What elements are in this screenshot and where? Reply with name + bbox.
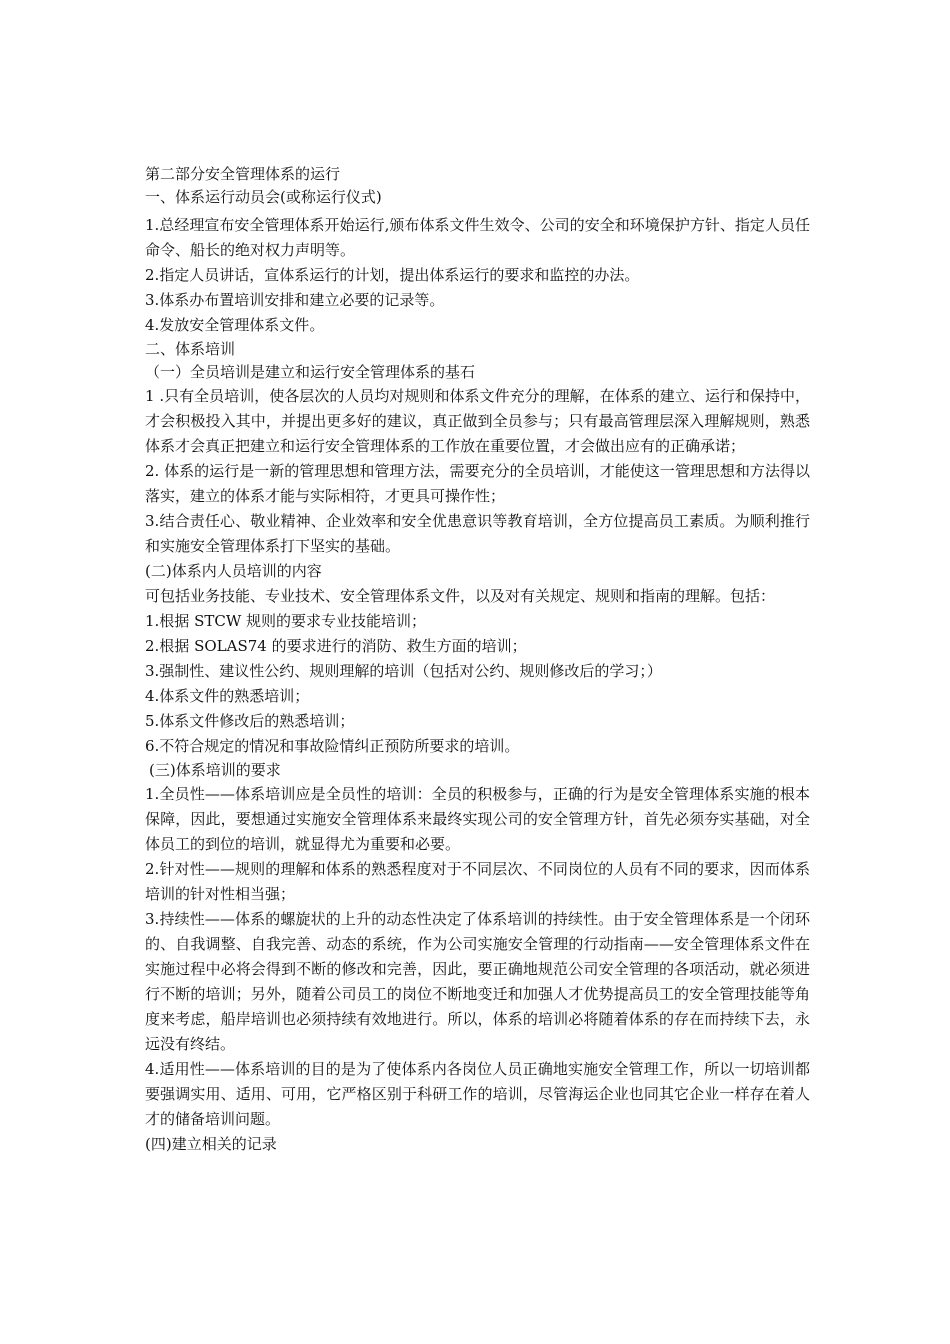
paragraph: 可包括业务技能、专业技术、安全管理体系文件，以及对有关规定、规则和指南的理解。包括： (145, 587, 776, 605)
section-heading: 二、体系培训 (145, 340, 236, 358)
paragraph: 2. 体系的运行是一新的管理思想和管理方法，需要充分的全员培训，才能使这一管理思想和方法得以落实，建立的体系才能与实际相符，才更具可操作性； (145, 462, 810, 505)
paragraph: 4.适用性——体系培训的目的是为了使体系内各岗位人员正确地实施安全管理工作，所以一切培训都要强调实用、适用、可用，它严格区别于科研工作的培训，尽管海运企业也同其它企业一样存在着人才的储备培训问题。 (145, 1060, 810, 1128)
subsection-heading: （一）全员培训是建立和运行安全管理体系的基石 (145, 363, 476, 381)
list-item: 1.根据 STCW 规则的要求专业技能培训； (145, 612, 427, 630)
paragraph: 1.全员性——体系培训应是全员性的培训：全员的积极参与，正确的行为是安全管理体系实施的根本保障，因此，要想通过实施安全管理体系来最终实现公司的安全管理方针，首先必须夯实基础，对全体员工的到位的培训，就显得尤为重要和必要。 (145, 785, 810, 853)
paragraph: 1 .只有全员培训，使各层次的人员均对规则和体系文件充分的理解，在体系的建立、运行和保持中，才会积极投入其中，并提出更多好的建议，真正做到全员参与；只有最高管理层深入理解规则，熟悉体系才会真正把建立和运行安全管理体系的工作放在重要位置，才会做出应有的正确承诺； (145, 387, 810, 455)
paragraph: 1.总经理宣布安全管理体系开始运行,颁布体系文件生效令、公司的安全和环境保护方针、指定人员任命令、船长的绝对权力声明等。 (145, 216, 810, 259)
paragraph: 2.针对性——规则的理解和体系的熟悉程度对于不同层次、不同岗位的人员有不同的要求，因而体系培训的针对性相当强； (145, 860, 810, 903)
list-item: 4.体系文件的熟悉培训； (145, 687, 310, 705)
document-title: 第二部分安全管理体系的运行 (145, 165, 341, 183)
list-item: 5.体系文件修改后的熟悉培训； (145, 712, 355, 730)
paragraph: 3.体系办布置培训安排和建立必要的记录等。 (145, 291, 445, 309)
paragraph: 2.指定人员讲话，宣体系运行的计划，提出体系运行的要求和监控的办法。 (145, 266, 640, 284)
document-body (145, 163, 810, 1157)
paragraph: 4.发放安全管理体系文件。 (145, 316, 325, 334)
subsection-heading: (三)体系培训的要求 (149, 761, 281, 779)
subsection-heading: (二)体系内人员培训的内容 (145, 562, 322, 580)
paragraph: 3.结合责任心、敬业精神、企业效率和安全优患意识等教育培训，全方位提高员工素质。为顺利推行和实施安全管理体系打下坚实的基础。 (145, 512, 810, 555)
list-item: 2.根据 SOLAS74 的要求进行的消防、救生方面的培训； (145, 637, 527, 655)
paragraph: 3.持续性——体系的螺旋状的上升的动态性决定了体系培训的持续性。由于安全管理体系是一个闭环的、自我调整、自我完善、动态的系统，作为公司实施安全管理的行动指南——安全管理体系文件在实施过程中必将会得到不断的修改和完善，因此，要正确地规范公司安全管理的各项活动，就必须进行不断的培训；另外，随着公司员工的岗位不断地变迁和加强人才优势提高员工的安全管理技能等角度来考虑，船岸培训也必须持续有效地进行。所以，体系的培训必将随着体系的存在而持续下去，永远没有终结。 (145, 910, 810, 1053)
subsection-heading: (四)建立相关的记录 (145, 1135, 277, 1153)
list-item: 3.强制性、建议性公约、规则理解的培训（包括对公约、规则修改后的学习；） (145, 662, 662, 680)
section-heading: 一、体系运行动员会(或称运行仪式) (145, 188, 382, 206)
list-item: 6.不符合规定的情况和事故险情纠正预防所要求的培训。 (145, 737, 520, 755)
